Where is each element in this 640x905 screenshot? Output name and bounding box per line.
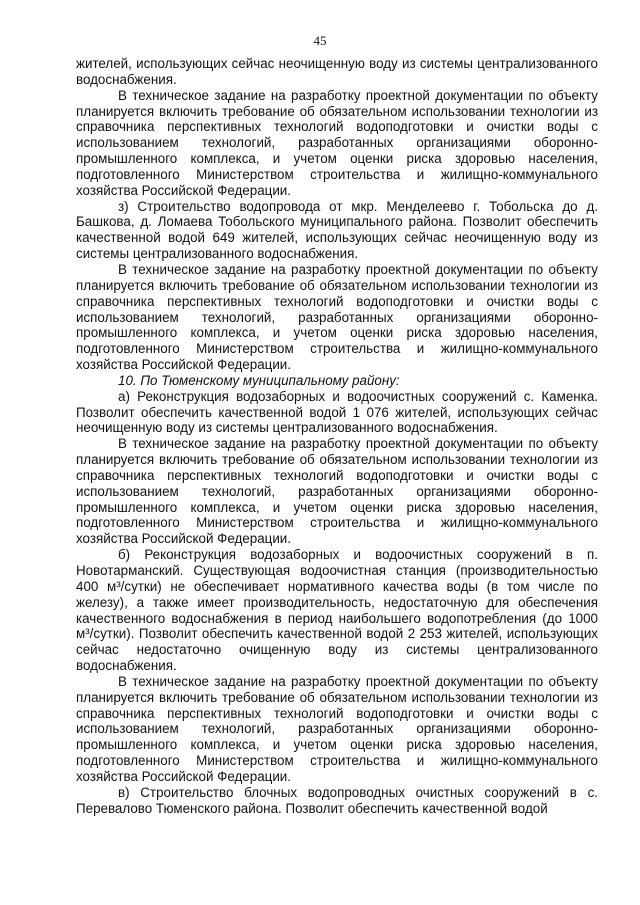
paragraph: В техническое задание на разработку проектной документации по объекту планируется включить требование об обязательном использовании технологии из справочника перспективных технологий водоподготовки и очистки воды с использованием технологий, разработанных организациями оборонно-промышленного комплекса, и учетом оценки риска здоровью населения, подготовленного Министерством строительства и жилищно-коммунального хозяйства Российской Федерации. [76,87,598,198]
paragraph: В техническое задание на разработку проектной документации по объекту планируется включить требование об обязательном использовании технологии из справочника перспективных технологий водоподготовки и очистки воды с использованием технологий, разработанных организациями оборонно-промышленного комплекса, и учетом оценки риска здоровью населения, подготовленного Министерством строительства и жилищно-коммунального хозяйства Российской Федерации. [76,436,598,547]
paragraph: В техническое задание на разработку проектной документации по объекту планируется включить требование об обязательном использовании технологии из справочника перспективных технологий водоподготовки и очистки воды с использованием технологий, разработанных организациями оборонно-промышленного комплекса, и учетом оценки риска здоровью населения, подготовленного Министерством строительства и жилищно-коммунального хозяйства Российской Федерации. [76,261,598,373]
document-body [76,56,598,817]
paragraph: в) Строительство блочных водопроводных очистных сооружений в с. Перевалово Тюменского района. Позволит обеспечить качественной водой [76,784,598,816]
page-number: 45 [313,33,327,48]
paragraph: жителей, использующих сейчас неочищенную воду из системы централизованного водоснабжения. [76,56,598,87]
paragraph: а) Реконструкция водозаборных и водоочистных сооружений с. Каменка. Позволит обеспечить качественной водой 1 076 жителей, использующих сейчас неочищенную воду из системы централизованного водоснабжения. [76,388,598,436]
section-heading: 10. По Тюменскому муниципальному району: [118,372,400,388]
paragraph: з) Строительство водопровода от мкр. Менделеево г. Тобольска до д. Башкова, д. Ломаева Тобольского муниципального района. Позволит обеспечить качественной водой 649 жителей, использующих сейчас неочищенную воду из системы централизованного водоснабжения. [76,198,598,262]
paragraph: б) Реконструкция водозаборных и водоочистных сооружений в п. Новотарманский. Существующая водоочистная станция (производительностью 400 м³/сутки) не обеспечивает нормативного качества воды (в том числе по железу), а также имеет производительность, недостаточную для обеспечения качественного водоснабжения в период наибольшего водопотребления (до 1000 м³/сутки). Позволит обеспечить качественной водой 2 253 жителей, использующих сейчас недостаточно очищенную воду из системы централизованного водоснабжения. [76,547,598,674]
paragraph: В техническое задание на разработку проектной документации по объекту планируется включить требование об обязательном использовании технологии из справочника перспективных технологий водоподготовки и очистки воды с использованием технологий, разработанных организациями оборонно-промышленного комплекса, и учетом оценки риска здоровью населения, подготовленного Министерством строительства и жилищно-коммунального хозяйства Российской Федерации. [76,673,598,784]
